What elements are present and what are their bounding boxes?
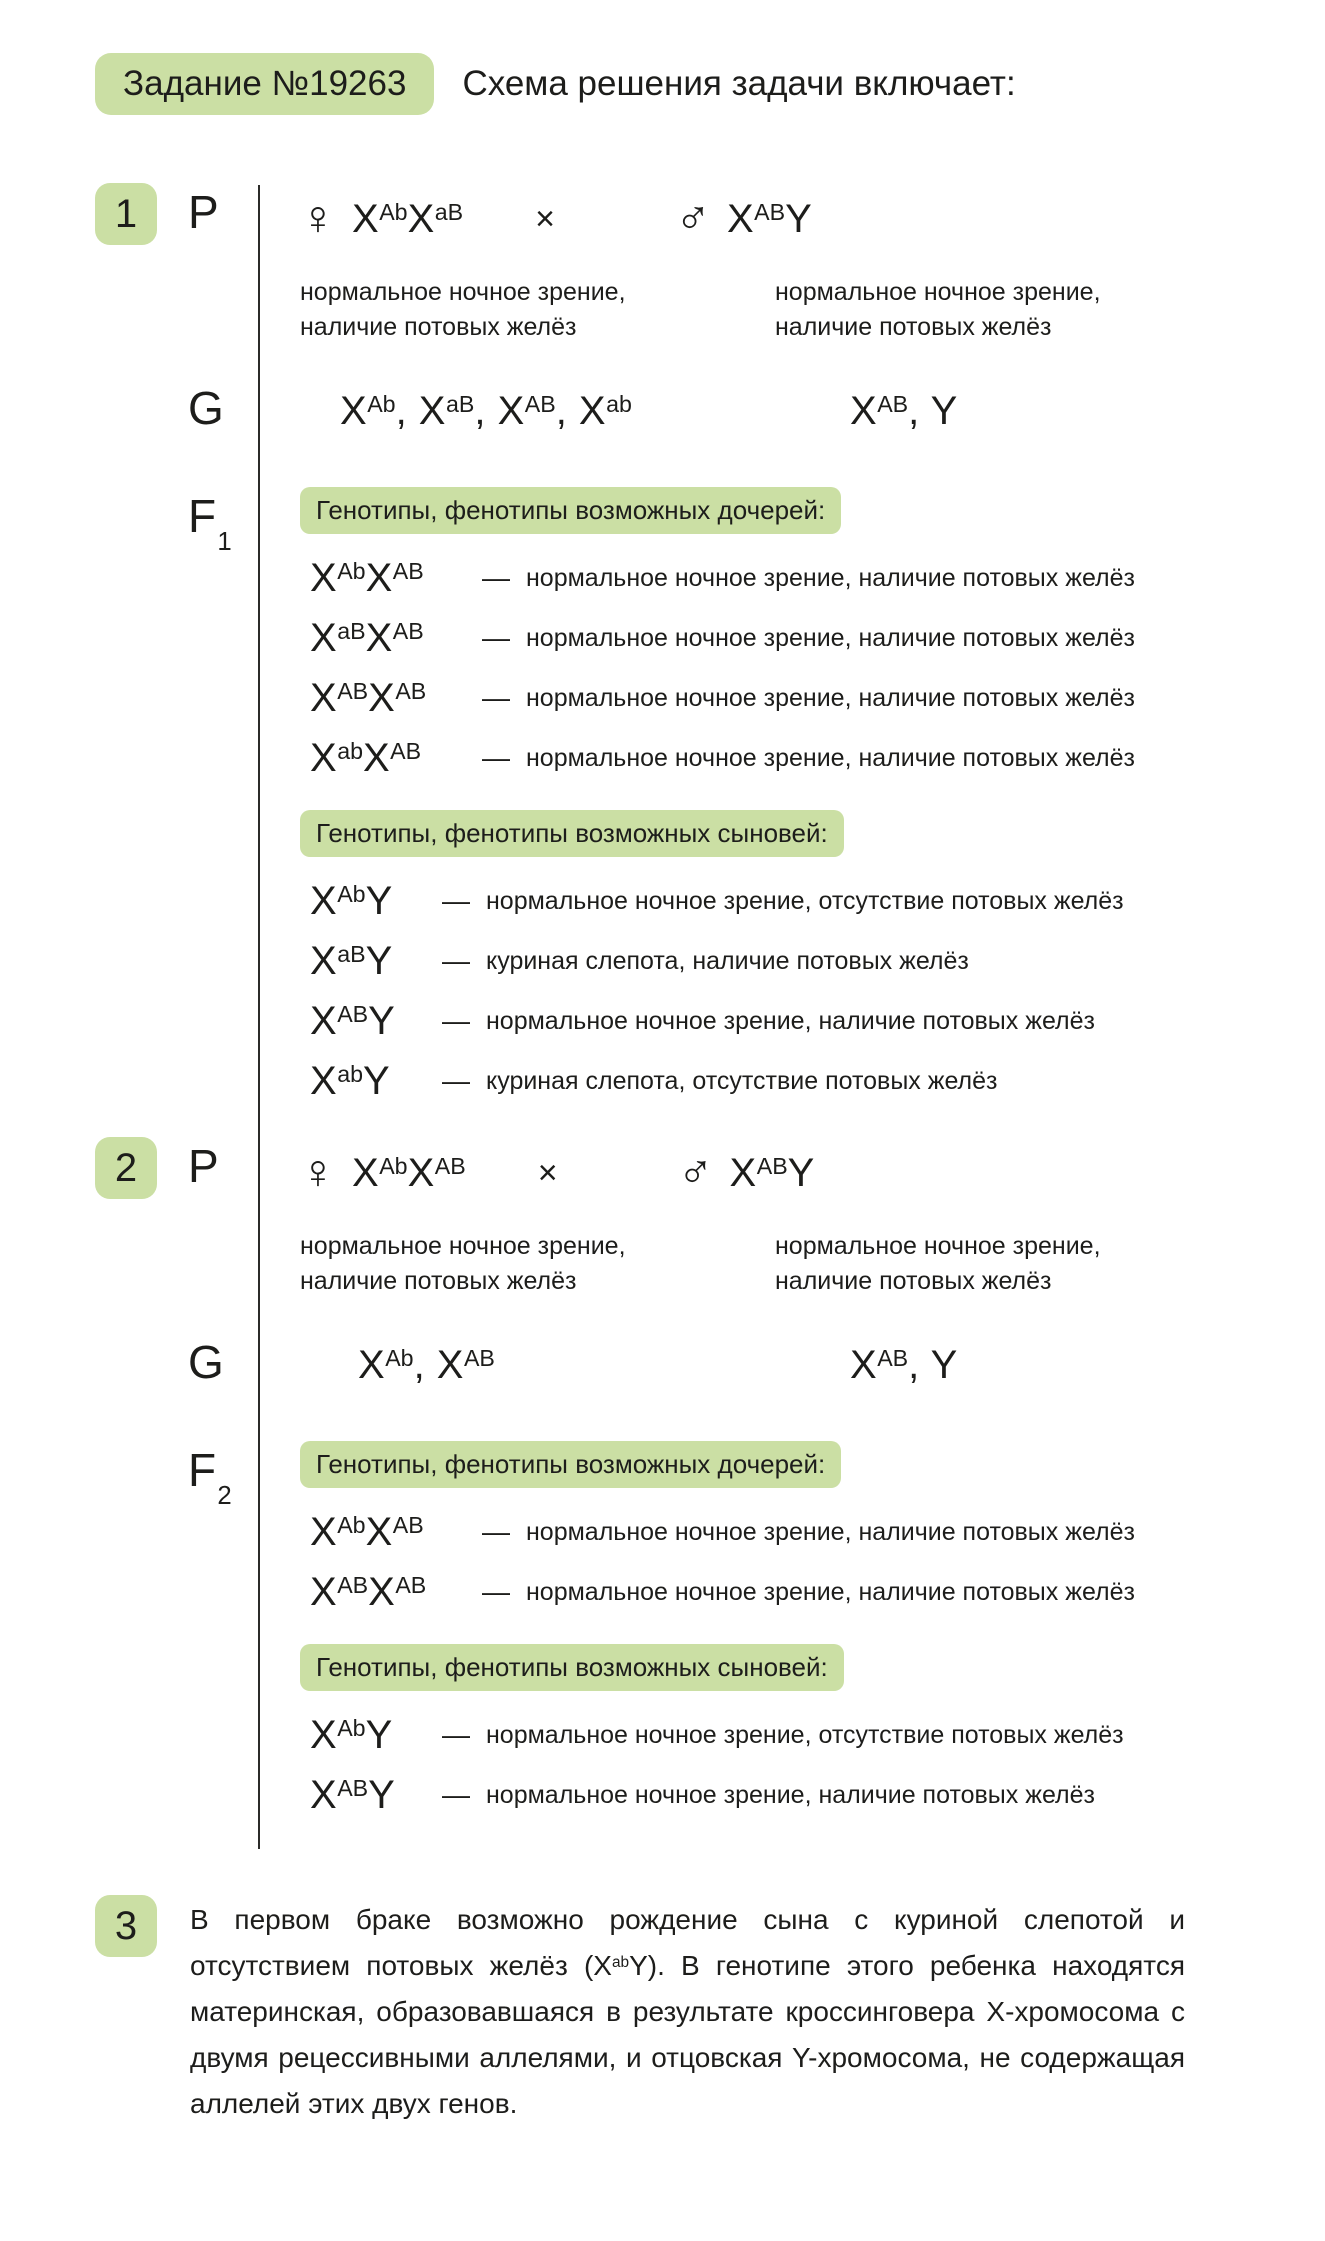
daughter-phenotype: нормальное ночное зрение, наличие потовых желёз [526,1517,1135,1546]
son-row [310,1057,1325,1105]
dash: — [482,682,510,713]
scheme-divider-line [258,185,260,1849]
daughter-phenotype: нормальное ночное зрение, наличие потовых желёз [526,623,1135,652]
generation-label-p: P [188,186,219,238]
son-genotype: $X^{AB}Y$ [310,998,396,1043]
generation-label-p: P [188,1140,219,1192]
daughter-row [310,614,1325,662]
daughter-genotype: $X^{Ab}X^{AB}$ [310,1509,424,1554]
offspring-row-f1 [95,487,1325,1117]
parents-content [258,1137,1325,1299]
son-genotype: $X^{Ab}Y$ [310,878,393,923]
section-number-badge: 3 [95,1895,157,1957]
father-phenotype [775,1229,1250,1299]
son-phenotype: нормальное ночное зрение, наличие потовых желёз [486,1780,1095,1809]
son-phenotype: нормальное ночное зрение, отсутствие потовых желёз [486,1720,1124,1749]
generation-label-g: G [188,1336,224,1388]
son-row [310,877,1325,925]
parents-content [258,183,1325,345]
offspring-row-f2 [95,1441,1325,1831]
daughter-phenotype: нормальное ночное зрение, наличие потовых желёз [526,683,1135,712]
row-head [95,1137,258,1299]
offspring-content [258,1441,1325,1831]
son-row [310,1771,1325,1819]
daughter-row [310,554,1325,602]
dash: — [482,622,510,653]
mother-phenotype [300,275,775,345]
row-head [95,1441,258,1831]
row-head [95,1333,258,1397]
mother-phenotype [300,1229,775,1299]
daughter-genotype: $X^{Ab}X^{AB}$ [310,555,424,600]
generation-subscript: 2 [217,1482,232,1511]
phenotype-line: нормальное ночное зрение, [775,278,1101,306]
row-head [95,487,258,1117]
parents-row-1 [95,183,1325,345]
dash: — [442,1719,470,1750]
sons-label: Генотипы, фенотипы возможных сыновей: [300,1644,844,1691]
parents-phenotypes [300,275,1325,345]
phenotype-line: наличие потовых желёз [300,1267,577,1295]
section-number-badge: 1 [95,183,157,245]
cross-icon: × [535,199,555,238]
dash: — [442,1779,470,1810]
sons-label: Генотипы, фенотипы возможных сыновей: [300,810,844,857]
daughter-genotype: $X^{ab}X^{AB}$ [310,735,422,780]
conclusion-text: В первом браке возможно рождение сына с куриной слепотой и отсутствием потовых желёз $(X^{ab}Y)$. В генотипе этого ребенка находятся материнская, образовавшаяся в результате кроссинговера Х-хромосома с двумя рецессивными аллелями, и отцовская Y-хромосома, не содержащая аллелей этих двух генов. [190,1904,1185,2119]
task-number-badge: Задание №19263 [95,53,434,115]
dash: — [482,1516,510,1547]
phenotype-line: нормальное ночное зрение, [300,278,626,306]
dash: — [442,885,470,916]
daughter-row [310,1508,1325,1556]
son-row [310,937,1325,985]
female-icon: ♀ [300,1146,336,1199]
parents-row-2 [95,1137,1325,1299]
daughter-row [310,674,1325,722]
dash: — [482,1576,510,1607]
daughter-row [310,1568,1325,1616]
generation-label-f1: $F_1$ [188,490,232,557]
father-gametes: $X^{AB}$, Y [850,1342,958,1387]
phenotype-line: наличие потовых желёз [775,313,1052,341]
daughters-label: Генотипы, фенотипы возможных дочерей: [300,1441,841,1488]
page-title: Схема решения задачи включает: [462,64,1016,103]
parents-line [300,183,1325,255]
dash: — [442,1005,470,1036]
female-icon: ♀ [300,192,336,245]
phenotype-line: наличие потовых желёз [775,1267,1052,1295]
mother-gametes: $X^{Ab}$, $X^{aB}$, $X^{AB}$, $X^{ab}$ [340,388,632,433]
gametes-row-2 [95,1333,1325,1397]
son-genotype: $X^{ab}Y$ [310,1058,391,1103]
father-gametes: $X^{AB}$, Y [850,388,958,433]
row-head [95,183,258,345]
mother-genotype: $X^{Ab}X^{aB}$ [352,196,464,241]
son-phenotype: нормальное ночное зрение, отсутствие потовых желёз [486,886,1124,915]
generation-subscript: 1 [217,528,232,557]
male-icon: ♂ [677,1146,714,1199]
mother-gametes: $X^{Ab}$, $X^{AB}$ [358,1342,495,1387]
page-header [95,53,1325,115]
section-1 [95,183,1325,1117]
cross-icon: × [537,1153,558,1192]
dash: — [442,945,470,976]
daughter-row [310,734,1325,782]
daughter-genotype: $X^{AB}X^{AB}$ [310,675,427,720]
dash: — [442,1065,470,1096]
daughter-phenotype: нормальное ночное зрение, наличие потовых желёз [526,743,1135,772]
section-number-badge: 2 [95,1137,157,1199]
offspring-content [258,487,1325,1117]
son-phenotype: куриная слепота, отсутствие потовых желёз [486,1066,998,1095]
generation-label-f2: $F_2$ [188,1444,232,1511]
mother-genotype: $X^{Ab}X^{AB}$ [352,1150,466,1195]
son-genotype: $X^{AB}Y$ [310,1772,396,1817]
parents-phenotypes [300,1229,1325,1299]
father-genotype: $X^{AB}Y$ [729,1150,815,1195]
daughter-phenotype: нормальное ночное зрение, наличие потовых желёз [526,1577,1135,1606]
son-genotype: $X^{aB}Y$ [310,938,393,983]
father-phenotype [775,275,1250,345]
solution-scheme [95,183,1325,1855]
father-genotype: $X^{AB}Y$ [726,196,813,241]
phenotype-line: наличие потовых желёз [300,313,577,341]
row-head [95,379,258,443]
daughters-label: Генотипы, фенотипы возможных дочерей: [300,487,841,534]
son-row [310,997,1325,1045]
parents-line [300,1137,1325,1209]
phenotype-line: нормальное ночное зрение, [775,1232,1101,1260]
section-2 [95,1137,1325,1831]
son-phenotype: куриная слепота, наличие потовых желёз [486,946,969,975]
gametes-row-1 [95,379,1325,443]
generation-label-g: G [188,382,224,434]
phenotype-line: нормальное ночное зрение, [300,1232,626,1260]
male-icon: ♂ [674,192,711,245]
son-genotype: $X^{Ab}Y$ [310,1712,393,1757]
dash: — [482,742,510,773]
son-row [310,1711,1325,1759]
gametes-content [258,1333,1325,1397]
son-phenotype: нормальное ночное зрение, наличие потовых желёз [486,1006,1095,1035]
daughter-genotype: $X^{AB}X^{AB}$ [310,1569,427,1614]
section-3 [95,1895,1325,2127]
gametes-content [258,379,1325,443]
daughter-genotype: $X^{aB}X^{AB}$ [310,615,424,660]
daughter-phenotype: нормальное ночное зрение, наличие потовых желёз [526,563,1135,592]
dash: — [482,562,510,593]
